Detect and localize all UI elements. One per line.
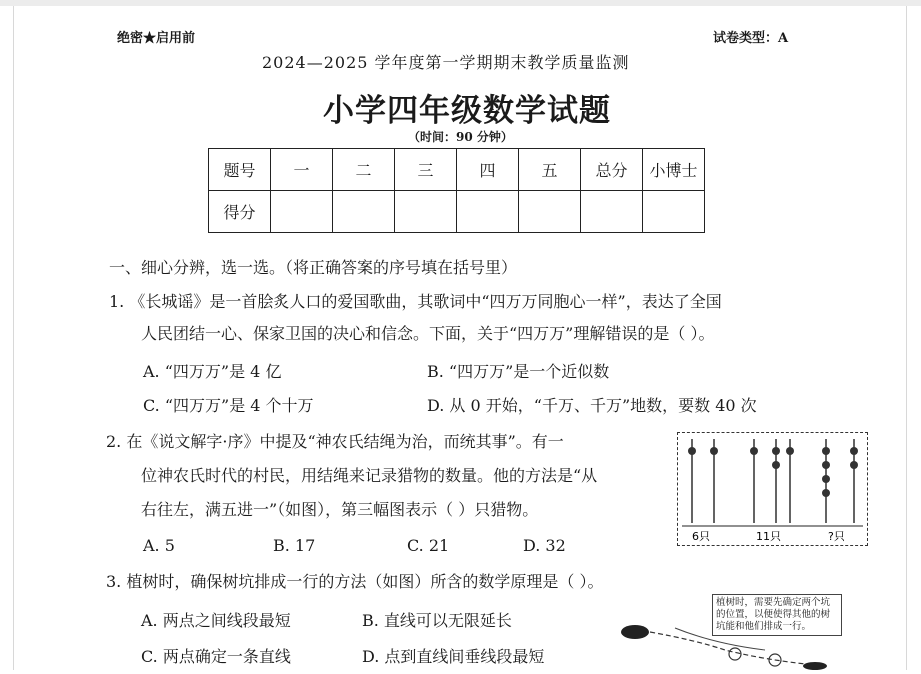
- score-cell: [643, 191, 705, 233]
- score-table-header-row: [209, 149, 705, 191]
- knot-rope-illustration: [678, 433, 867, 545]
- score-cell: [395, 191, 457, 233]
- page-right-edge: [906, 6, 907, 670]
- score-col-3: 三: [395, 149, 457, 191]
- score-row-label: 得分: [209, 191, 271, 233]
- fig-label-1: 6只: [692, 530, 710, 543]
- score-col-2: 二: [333, 149, 395, 191]
- page-left-edge: [13, 6, 14, 670]
- exam-title: 小学四年级数学试题: [323, 93, 611, 129]
- score-cell: [581, 191, 643, 233]
- q1-line1: 1. 《长城谣》是一首脍炙人口的爱国歌曲，其歌词中“四万万同胞心一样”，表达了全国: [109, 292, 722, 311]
- q2-option-c: C. 21: [407, 536, 450, 555]
- q3-option-c: C. 两点确定一条直线: [141, 647, 291, 666]
- score-cell: [519, 191, 581, 233]
- score-col-1: 一: [271, 149, 333, 191]
- q1-option-d: D. 从 0 开始，“千万、千万”地数，要数 40 次: [427, 396, 757, 415]
- score-cell: [333, 191, 395, 233]
- knot-figure: [677, 432, 868, 546]
- q1-option-b: B. “四万万”是一个近似数: [427, 362, 610, 381]
- q2-option-b: B. 17: [273, 536, 316, 555]
- score-table-score-row: [209, 191, 705, 233]
- score-col-total: 总分: [581, 149, 643, 191]
- q1-option-c: C. “四万万”是 4 个十万: [143, 396, 314, 415]
- score-col-bonus: 小博士: [643, 149, 705, 191]
- score-header-label: 题号: [209, 149, 271, 191]
- tree-planting-note: 植树时，需要先确定两个坑的位置，以便使得其他的树坑能和他们排成一行。: [712, 594, 842, 636]
- q2-line3: 右往左，满五进一”（如图），第三幅图表示（ ）只猎物。: [141, 500, 539, 519]
- paper-type-label: 试卷类型：A: [713, 31, 789, 46]
- q2-option-d: D. 32: [523, 536, 566, 555]
- fig-label-3: ?只: [828, 530, 845, 543]
- score-col-4: 四: [457, 149, 519, 191]
- q2-line2: 位神农氏时代的村民，用结绳来记录猎物的数量。他的方法是“从: [141, 466, 598, 485]
- q3-line1: 3. 植树时，确保树坑排成一行的方法（如图）所含的数学原理是（ ）。: [106, 572, 604, 591]
- q1-line2: 人民团结一心、保家卫国的决心和信念。下面，关于“四万万”理解错误的是（ ）。: [141, 324, 715, 343]
- score-col-5: 五: [519, 149, 581, 191]
- q3-option-d: D. 点到直线间垂线段最短: [362, 647, 545, 666]
- q3-option-a: A. 两点之间线段最短: [141, 611, 291, 630]
- score-cell: [271, 191, 333, 233]
- score-cell: [457, 191, 519, 233]
- score-table: [208, 148, 705, 233]
- section1-heading: 一、细心分辨，选一选。（将正确答案的序号填在括号里）: [109, 258, 518, 277]
- q2-option-a: A. 5: [143, 536, 175, 555]
- q1-option-a: A. “四万万”是 4 亿: [143, 362, 282, 381]
- fig-label-2: 11只: [756, 530, 781, 543]
- tree-planting-illustration: [615, 610, 845, 670]
- exam-time: （时间：90 分钟）: [408, 130, 513, 144]
- secret-label: 绝密★启用前: [117, 31, 196, 46]
- exam-subtitle: 2024—2025 学年度第一学期期末教学质量监测: [262, 53, 630, 72]
- q3-option-b: B. 直线可以无限延长: [362, 611, 512, 630]
- viewer-top-bar: [0, 0, 921, 6]
- q2-line1: 2. 在《说文解字·序》中提及“神农氏结绳为治，而统其事”。有一: [106, 432, 564, 451]
